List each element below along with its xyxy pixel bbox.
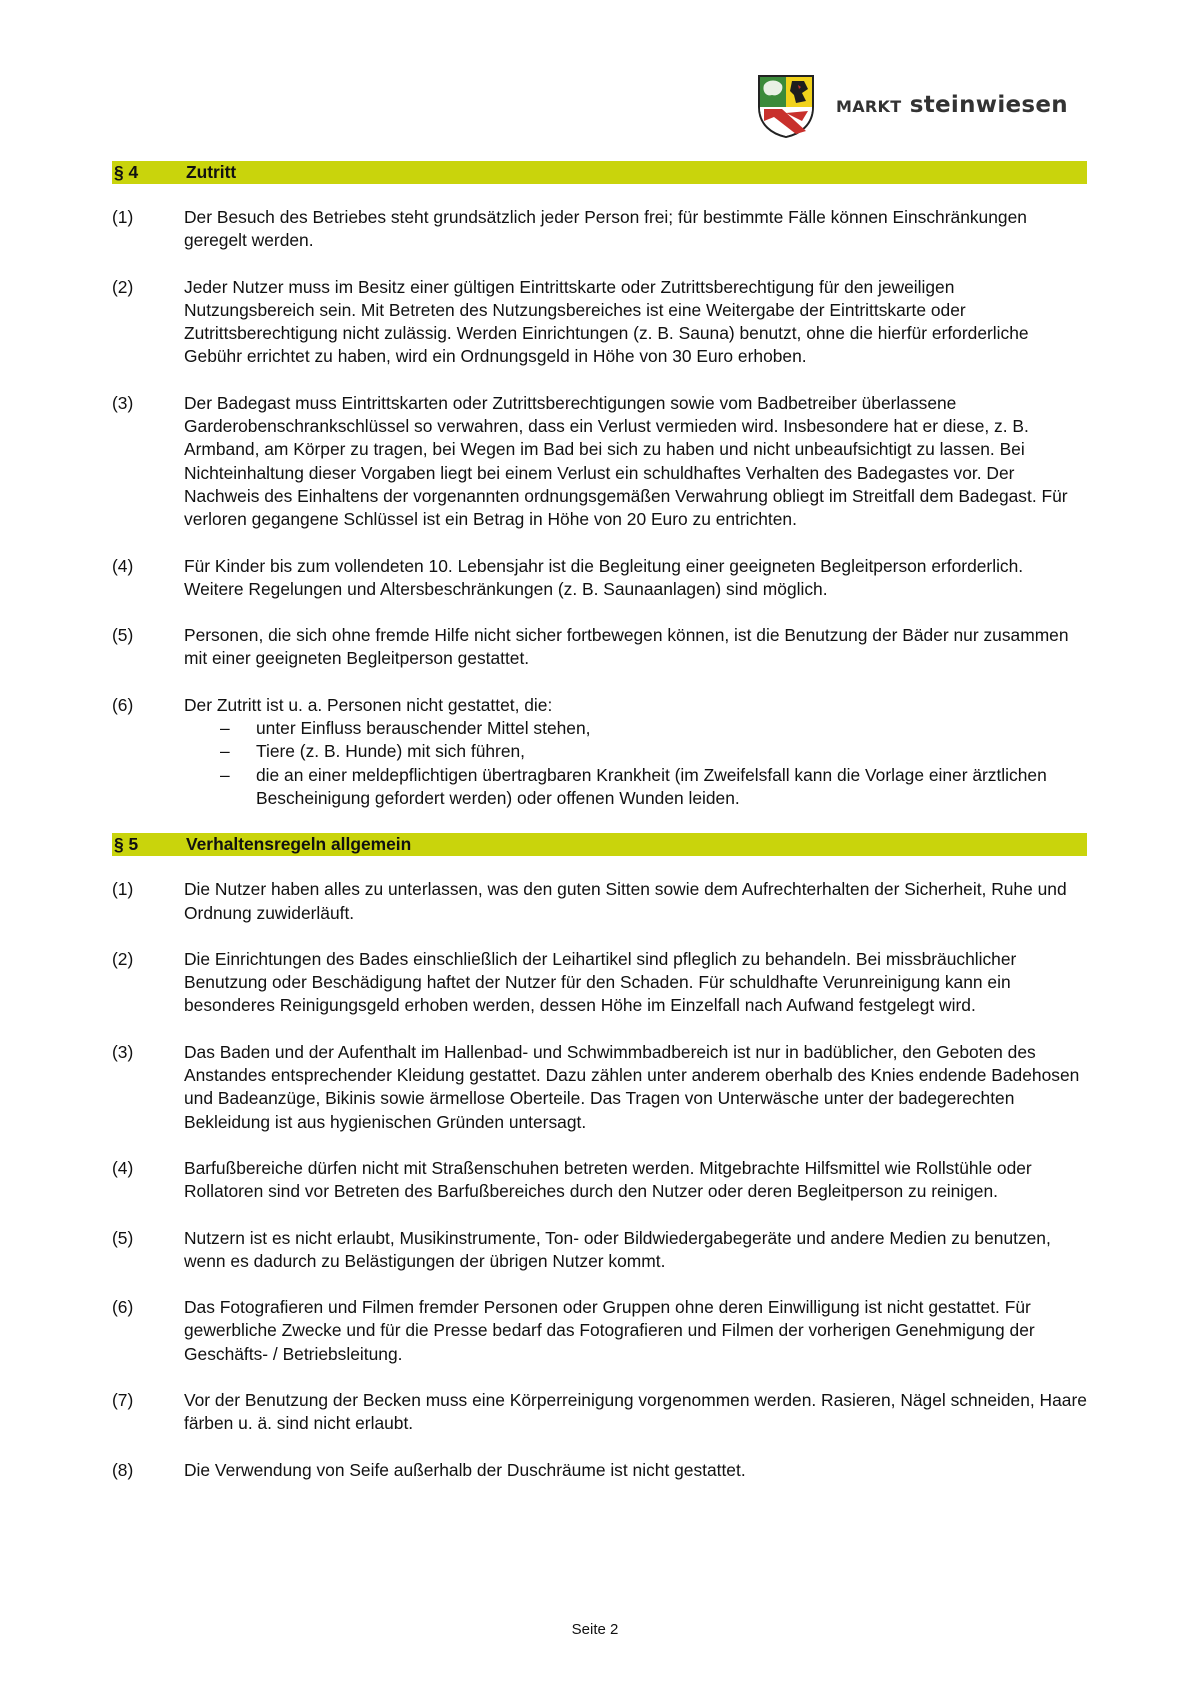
section-number: § 4 xyxy=(114,162,139,182)
paragraph-text: Das Baden und der Aufenthalt im Hallenbad- und Schwimmbadbereich ist nur in badüblicher, den Geboten des Anstandes entsprechender Kleidung gestattet. Dazu zählen unter anderem oberhalb des Knies endende Badehosen und Badeanzüge, Bikinis sowie ärmellose Oberteile. Das Tragen von Unterwäsche unter der badegerechten Bekleidung ist aus hygienischen Gründen untersagt. xyxy=(184,1041,1080,1132)
paragraph xyxy=(112,206,1087,253)
paragraph-number: (5) xyxy=(112,625,134,646)
paragraph xyxy=(112,948,1087,1018)
paragraph-body xyxy=(184,694,1087,810)
list-item-text: unter Einfluss berauschender Mittel stehen, xyxy=(256,718,591,739)
paragraph-number: (3) xyxy=(112,1041,134,1062)
paragraph-number: (4) xyxy=(112,1157,134,1178)
document-body xyxy=(112,161,1087,1505)
brand-word-steinwiesen: steinwiesen xyxy=(909,92,1068,118)
paragraph-text: Vor der Benutzung der Becken muss eine Körperreinigung vorgenommen werden. Rasieren, Nägel schneiden, Haare färben u. ä. sind nicht erlaubt. xyxy=(184,1389,1087,1434)
paragraph-number: (2) xyxy=(112,948,134,969)
list-item xyxy=(184,740,1087,763)
paragraph xyxy=(112,694,1087,810)
paragraph xyxy=(112,1157,1087,1204)
dash-list xyxy=(184,717,1087,810)
paragraph-text: Der Badegast muss Eintrittskarten oder Zutrittsberechtigungen sowie vom Badbetreiber überlassene Garderobenschrankschlüssel so verwahren, dass ein Verlust vermieden wird. Insbesondere hat er diese, z. B. Armband, am Körper zu tragen, bei Wegen im Bad bei sich zu haben und nicht unbeaufsichtigt zu lassen. Bei Nichteinhaltung dieser Vorgaben liegt bei einem Verlust ein schuldhaftes Verhalten des Badegastes vor. Der Nachweis des Einhaltens der vorgenannten ordnungsgemäßen Verwahrung obliegt im Streitfall dem Badegast. Für verloren gegangene Schlüssel ist ein Betrag in Höhe von 20 Euro zu entrichten. xyxy=(184,392,1068,530)
paragraph-text: Nutzern ist es nicht erlaubt, Musikinstrumente, Ton- oder Bildwiedergabegeräte und andere Medien zu benutzen, wenn es dadurch zu Belästigungen der übrigen Nutzer kommt. xyxy=(184,1227,1051,1271)
paragraph-text: Für Kinder bis zum vollendeten 10. Lebensjahr ist die Begleitung einer geeigneten Begleitperson erforderlich. Weitere Regelungen und Altersbeschränkungen (z. B. Saunaanlagen) sind möglich. xyxy=(184,555,1024,599)
paragraph xyxy=(112,878,1087,925)
paragraph-number: (2) xyxy=(112,276,134,297)
paragraph xyxy=(112,1227,1087,1274)
paragraph-text: Die Einrichtungen des Bades einschließlich der Leihartikel sind pfleglich zu behandeln. Bei missbräuchlicher Benutzung oder Beschädigung haftet der Nutzer für den Schaden. Für schuldhafte Verunreinigung kann ein besonderes Reinigungsgeld erhoben werden, dessen Höhe im Einzelfall nach Aufwand festgelegt wird. xyxy=(184,948,1017,1016)
paragraph-number: (4) xyxy=(112,555,134,576)
section-title: Verhaltensregeln allgemein xyxy=(186,834,412,855)
section-heading xyxy=(112,833,1087,856)
paragraph-number: (1) xyxy=(112,207,134,227)
section-heading xyxy=(112,161,1087,184)
page-header xyxy=(0,0,1190,150)
paragraph xyxy=(112,276,1087,369)
list-item xyxy=(184,764,1087,811)
brand-word-markt: markt xyxy=(836,92,902,118)
paragraph-number: (6) xyxy=(112,694,134,715)
paragraph-text: Der Besuch des Betriebes steht grundsätzlich jeder Person frei; für bestimmte Fälle können Einschränkungen geregelt werden. xyxy=(184,207,1027,251)
paragraph-text: Jeder Nutzer muss im Besitz einer gültigen Eintrittskarte oder Zutrittsberechtigung für den jeweiligen Nutzungsbereich sein. Mit Betreten des Nutzungsbereiches ist eine Weitergabe der Eintrittskarte oder Zutrittsberechtigung nicht zulässig. Werden Einrichtungen (z. B. Sauna) benutzt, ohne die hierfür erforderliche Gebühr errichtet zu haben, wird ein Ordnungsgeld in Höhe von 30 Euro erhoben. xyxy=(184,276,1029,367)
paragraph xyxy=(112,555,1087,602)
section-title: Zutritt xyxy=(186,162,237,182)
paragraph xyxy=(112,1041,1087,1134)
paragraph-number: (6) xyxy=(112,1297,134,1318)
list-item-text: die an einer meldepflichtigen übertragbaren Krankheit (im Zweifelsfall kann die Vorlage einer ärztlichen Bescheinigung gefordert werden) oder offenen Wunden leiden. xyxy=(256,764,1047,808)
paragraph-number: (7) xyxy=(112,1389,134,1410)
section-number: § 5 xyxy=(114,834,139,855)
paragraph xyxy=(112,624,1087,671)
brand-name xyxy=(836,92,1068,118)
list-item xyxy=(184,717,1087,740)
list-item-text: Tiere (z. B. Hunde) mit sich führen, xyxy=(256,741,526,762)
paragraph-number: (8) xyxy=(112,1459,134,1480)
paragraph-text: Der Zutritt ist u. a. Personen nicht gestattet, die: xyxy=(184,694,553,715)
paragraph-text: Personen, die sich ohne fremde Hilfe nicht sicher fortbewegen können, ist die Benutzung der Bäder nur zusammen mit einer geeigneten Begleitperson gestattet. xyxy=(184,625,1069,669)
dash-bullet-icon: – xyxy=(220,718,230,739)
paragraph-text: Barfußbereiche dürfen nicht mit Straßenschuhen betreten werden. Mitgebrachte Hilfsmittel wie Rollstühle oder Rollatoren sind vor Betreten des Barfußbereiches durch den Nutzer oder deren Begleitperson zu reinigen. xyxy=(184,1157,1032,1202)
paragraph xyxy=(112,1459,1087,1482)
paragraph-number: (3) xyxy=(112,392,134,413)
paragraph xyxy=(112,392,1087,532)
dash-bullet-icon: – xyxy=(220,741,230,762)
paragraph xyxy=(112,1389,1087,1436)
paragraph-number: (5) xyxy=(112,1227,134,1248)
municipal-coat-of-arms-icon xyxy=(756,73,816,139)
paragraph-text: Die Verwendung von Seife außerhalb der Duschräume ist nicht gestattet. xyxy=(184,1459,746,1480)
page-number: Seite 2 xyxy=(571,1621,619,1638)
paragraph xyxy=(112,1296,1087,1366)
paragraph-number: (1) xyxy=(112,879,134,900)
dash-bullet-icon: – xyxy=(220,764,230,785)
paragraph-text: Die Nutzer haben alles zu unterlassen, was den guten Sitten sowie dem Aufrechterhalten der Sicherheit, Ruhe und Ordnung zuwiderläuft. xyxy=(184,879,1067,923)
paragraph-text: Das Fotografieren und Filmen fremder Personen oder Gruppen ohne deren Einwilligung ist nicht gestattet. Für gewerbliche Zwecke und für die Presse bedarf das Fotografieren und Filmen der vorherigen Genehmigung der Geschäfts- / Betriebsleitung. xyxy=(184,1297,1035,1364)
